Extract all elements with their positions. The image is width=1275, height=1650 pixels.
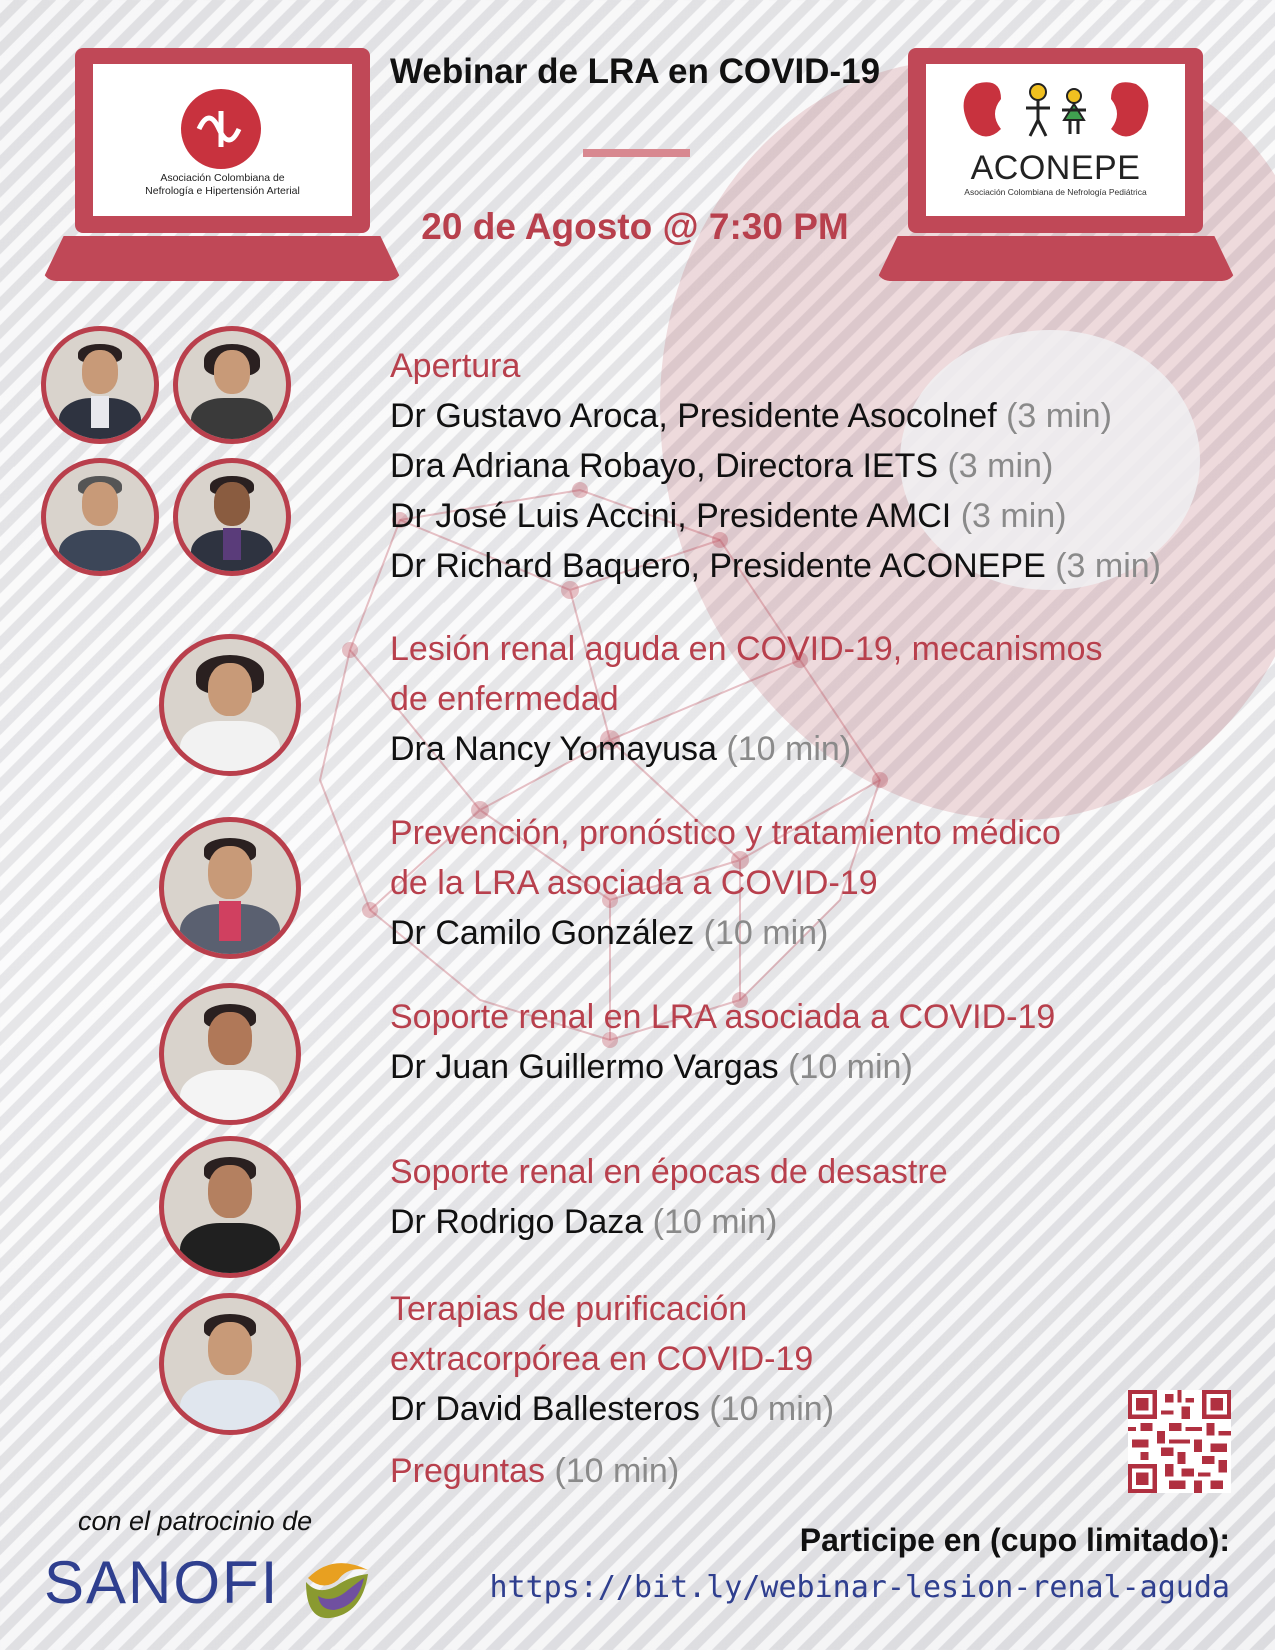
opening-speaker-4 — [390, 547, 1161, 586]
talk-5-speaker — [390, 1390, 834, 1429]
opening-speaker-1 — [390, 397, 1112, 436]
duration: (10 min) — [709, 1390, 835, 1428]
talk-1-title-line1: Lesión renal aguda en COVID-19, mecanismos — [390, 630, 1103, 668]
opening-speaker-3 — [390, 497, 1066, 536]
talk-2-speaker — [390, 914, 828, 953]
laptop-left — [42, 48, 402, 283]
cta-label: Participe en (cupo limitado): — [799, 1522, 1230, 1558]
talk-4-speaker — [390, 1203, 777, 1242]
speaker-text: Dr Rodrigo Daza — [390, 1203, 644, 1241]
speaker-photo-aroca — [41, 326, 159, 444]
duration: (3 min) — [947, 447, 1054, 485]
speaker-photo-baquero — [173, 458, 291, 576]
questions-title: Preguntas — [390, 1452, 545, 1490]
laptop-base — [876, 236, 1236, 281]
asocolnef-logo — [93, 64, 352, 216]
aconepe-name: ACONEPE — [970, 149, 1141, 187]
aconepe-subtitle: Asociación Colombiana de Nefrología Pediátrica — [964, 187, 1147, 197]
title-divider — [583, 149, 690, 157]
speaker-photo-daza — [159, 1136, 301, 1278]
talk-1-title-line2: de enfermedad — [390, 680, 619, 718]
duration: (10 min) — [788, 1048, 913, 1086]
asocolnef-line1: Asociación Colombiana de — [160, 172, 285, 184]
speaker-photo-gonzalez — [159, 817, 301, 959]
speaker-text: Dra Adriana Robayo, Directora IETS — [390, 447, 939, 485]
aconepe-logo — [926, 64, 1185, 216]
speaker-photo-ballesteros — [159, 1293, 301, 1435]
laptop-screen — [75, 48, 370, 233]
event-date: 20 de Agosto @ 7:30 PM — [421, 206, 849, 247]
opening-speaker-2 — [390, 447, 1053, 486]
speaker-text: Dr David Ballesteros — [390, 1390, 700, 1428]
talk-4-title: Soporte renal en épocas de desastre — [390, 1153, 948, 1191]
duration: (10 min) — [726, 730, 852, 768]
asocolnef-emblem-icon — [181, 89, 261, 169]
talk-1-speaker — [390, 730, 851, 769]
speaker-text: Dr Camilo González — [390, 914, 695, 952]
speaker-photo-yomayusa — [159, 634, 301, 776]
duration: (10 min) — [703, 914, 829, 952]
laptop-right — [876, 48, 1236, 283]
speaker-text: Dr Gustavo Aroca, Presidente Asocolnef — [390, 397, 997, 435]
laptop-screen — [908, 48, 1203, 233]
talk-5-title-line2: extracorpórea en COVID-19 — [390, 1340, 814, 1378]
talk-5-title-line1: Terapias de purificación — [390, 1290, 748, 1328]
asocolnef-logo-text — [93, 172, 352, 198]
speaker-text: Dr Richard Baquero, Presidente ACONEPE — [390, 547, 1046, 585]
duration: (3 min) — [960, 497, 1067, 535]
speaker-photo-vargas — [159, 983, 301, 1125]
page-title: Webinar de LRA en COVID-19 — [389, 52, 881, 91]
session-title-apertura: Apertura — [390, 347, 521, 385]
duration: (10 min) — [554, 1452, 680, 1490]
sanofi-logo: SANOFI — [44, 1549, 280, 1616]
laptop-base — [42, 236, 402, 281]
speaker-text: Dra Nancy Yomayusa — [390, 730, 717, 768]
speaker-photo-accini — [41, 458, 159, 576]
talk-3-title: Soporte renal en LRA asociada a COVID-19 — [390, 998, 1056, 1036]
questions-session — [390, 1452, 679, 1491]
duration: (3 min) — [1006, 397, 1112, 435]
speaker-text: Dr Juan Guillermo Vargas — [390, 1048, 779, 1086]
qr-code-icon[interactable] — [1128, 1390, 1231, 1493]
talk-3-speaker — [390, 1048, 913, 1087]
speaker-text: Dr José Luis Accini, Presidente AMCI — [390, 497, 952, 535]
duration: (10 min) — [652, 1203, 778, 1241]
talk-2-title-line2: de la LRA asociada a COVID-19 — [390, 864, 878, 902]
aconepe-kidneys-children-icon — [956, 74, 1156, 149]
sanofi-swirl-icon — [300, 1548, 375, 1623]
registration-link[interactable]: https://bit.ly/webinar-lesion-renal-aguda — [489, 1570, 1230, 1605]
sponsor-label: con el patrocinio de — [78, 1506, 313, 1536]
talk-2-title-line1: Prevención, pronóstico y tratamiento médico — [390, 814, 1061, 852]
speaker-photo-robayo — [173, 326, 291, 444]
duration: (3 min) — [1055, 547, 1161, 585]
asocolnef-line2: Nefrología e Hipertensión Arterial — [145, 185, 300, 197]
